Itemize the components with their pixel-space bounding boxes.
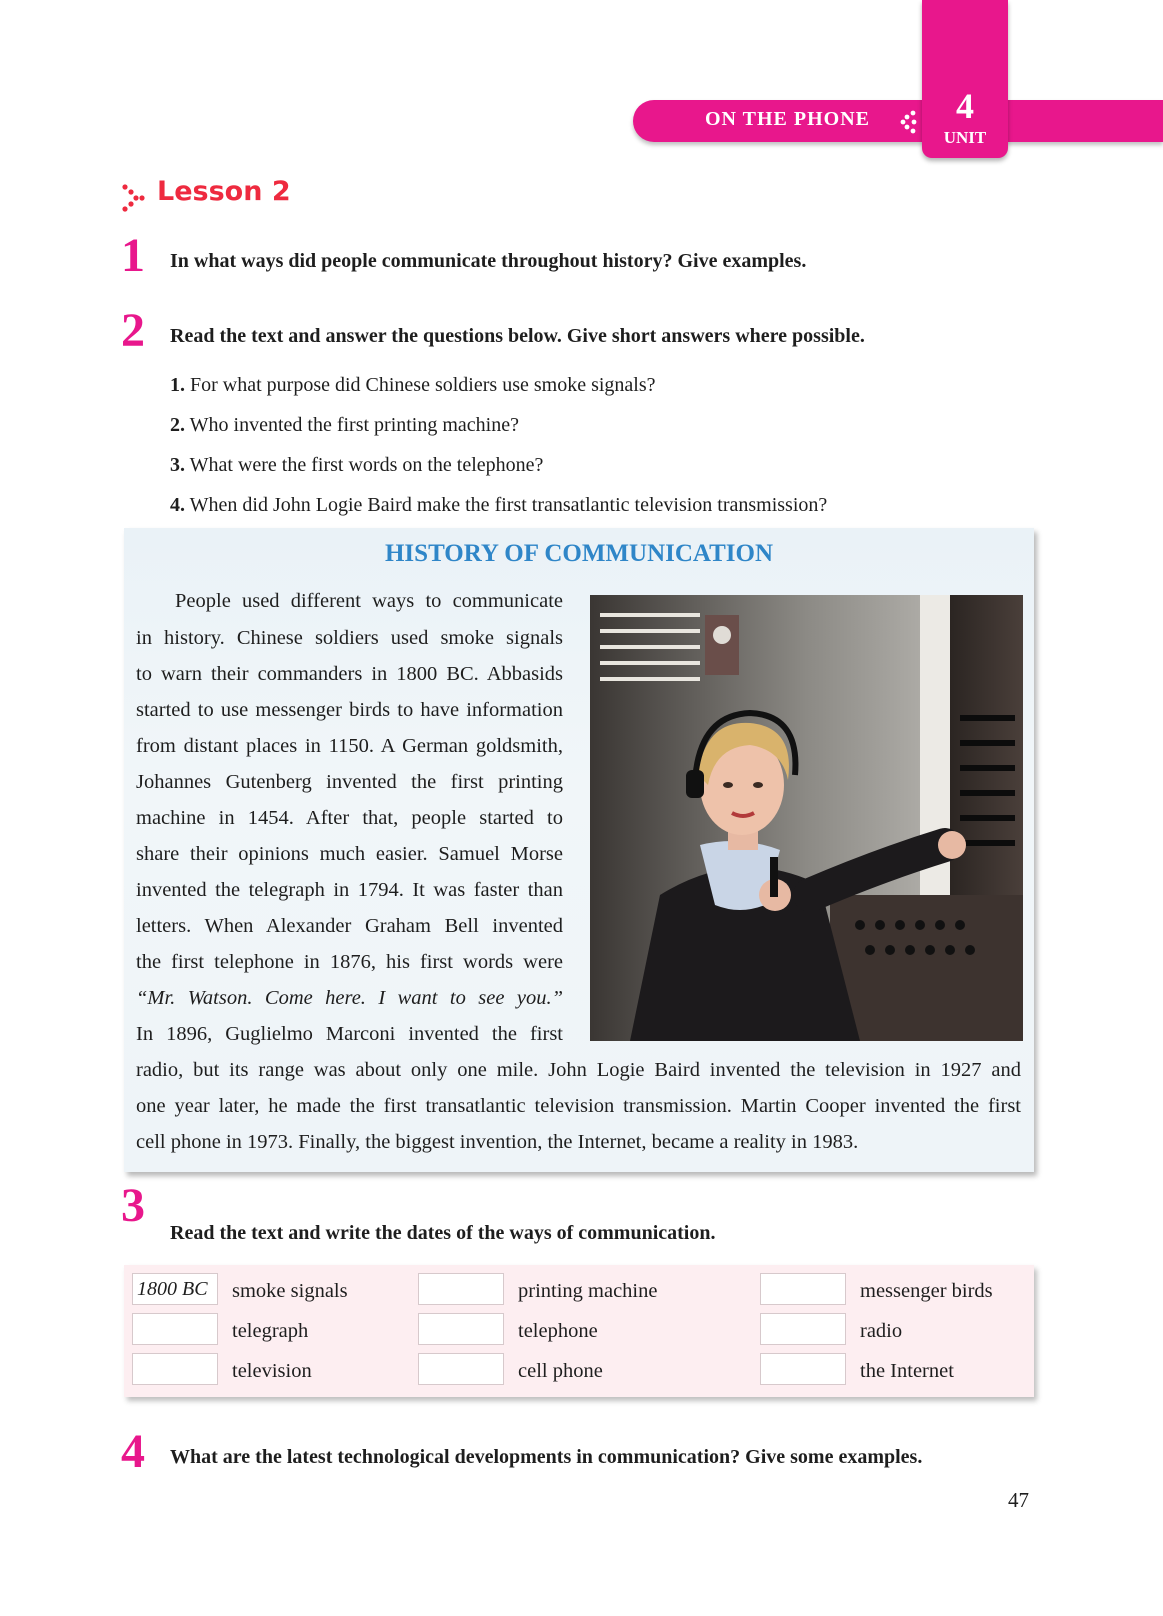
reading-line: to warn their commanders in 1800 BC. Abbasids <box>136 663 563 685</box>
task-instruction: In what ways did people communicate throughout history? Give examples. <box>170 250 807 272</box>
date-answer-field[interactable] <box>760 1273 846 1305</box>
question-number: 3. <box>170 454 185 476</box>
reading-line: from distant places in 1150. A German goldsmith, <box>136 735 563 757</box>
unit-label: UNIT <box>943 128 987 147</box>
reading-line: People used different ways to communicate <box>175 590 563 612</box>
date-item-label: messenger birds <box>860 1280 993 1302</box>
question-number: 1. <box>170 374 185 396</box>
reading-line-quote: “Mr. Watson. Come here. I want to see you.” <box>136 987 563 1009</box>
question <box>170 414 519 437</box>
reading-line: share their opinions much easier. Samuel Morse <box>136 843 563 865</box>
question-text: When did John Logie Baird make the first transatlantic television transmission? <box>189 494 828 516</box>
lesson-title: Lesson 2 <box>157 176 291 207</box>
reading-line: one year later, he made the first transatlantic television transmission. Martin Cooper invented the first <box>136 1095 1021 1117</box>
question <box>170 374 656 397</box>
date-answer-field[interactable] <box>418 1353 504 1385</box>
question <box>170 454 543 477</box>
date-item-label: cell phone <box>518 1360 603 1382</box>
question-text: What were the first words on the telephone? <box>189 454 544 476</box>
date-answer-field[interactable] <box>418 1273 504 1305</box>
reading-title: HISTORY OF COMMUNICATION <box>384 540 774 567</box>
date-item-label: television <box>232 1360 312 1382</box>
unit-number: 4 <box>956 86 974 126</box>
reading-line: invented the telegraph in 1794. It was faster than <box>136 879 563 901</box>
reading-line: in history. Chinese soldiers used smoke signals <box>136 627 563 649</box>
reading-line: radio, but its range was about only one mile. John Logie Baird invented the television in 1927 and <box>136 1059 1021 1081</box>
reading-line: cell phone in 1973. Finally, the biggest invention, the Internet, became a reality in 1983. <box>136 1131 859 1153</box>
reading-line: the first telephone in 1876, his first words were <box>136 951 563 973</box>
unit-title: ON THE PHONE <box>705 108 870 130</box>
date-answer-field[interactable] <box>132 1353 218 1385</box>
date-item-label: telephone <box>518 1320 598 1342</box>
reading-line: In 1896, Guglielmo Marconi invented the first <box>136 1023 563 1045</box>
question-text: Who invented the first printing machine? <box>189 414 519 436</box>
task-number: 4 <box>121 1425 145 1478</box>
lesson-dots-icon <box>122 184 146 212</box>
unit-tab <box>922 0 1008 158</box>
date-answer-field[interactable]: 1800 BC <box>132 1273 218 1305</box>
date-answer-field[interactable] <box>418 1313 504 1345</box>
date-item-label: smoke signals <box>232 1280 348 1302</box>
date-item-label: the Internet <box>860 1360 954 1382</box>
page-number: 47 <box>1008 1488 1029 1512</box>
date-item-label: telegraph <box>232 1320 309 1342</box>
reading-line: started to use messenger birds to have information <box>136 699 563 721</box>
date-answer-field[interactable] <box>760 1313 846 1345</box>
question-number: 4. <box>170 494 185 516</box>
question <box>170 494 827 517</box>
operator-photo <box>590 595 1023 1041</box>
question-number: 2. <box>170 414 185 436</box>
reading-line: Johannes Gutenberg invented the first printing <box>136 771 563 793</box>
date-answer-field[interactable] <box>760 1353 846 1385</box>
date-answer-field[interactable] <box>132 1313 218 1345</box>
date-item-label: printing machine <box>518 1280 658 1302</box>
task-instruction: Read the text and answer the questions below. Give short answers where possible. <box>170 325 865 347</box>
task-instruction: What are the latest technological developments in communication? Give some examples. <box>170 1446 923 1468</box>
reading-line: machine in 1454. After that, people started to <box>136 807 563 829</box>
reading-line: letters. When Alexander Graham Bell invented <box>136 915 563 937</box>
question-text: For what purpose did Chinese soldiers use smoke signals? <box>190 374 656 396</box>
task-number: 3 <box>121 1179 145 1232</box>
task-instruction: Read the text and write the dates of the ways of communication. <box>170 1222 716 1244</box>
task-number: 2 <box>121 304 145 357</box>
task-number: 1 <box>121 229 145 282</box>
date-item-label: radio <box>860 1320 903 1342</box>
dots-icon <box>900 110 918 134</box>
